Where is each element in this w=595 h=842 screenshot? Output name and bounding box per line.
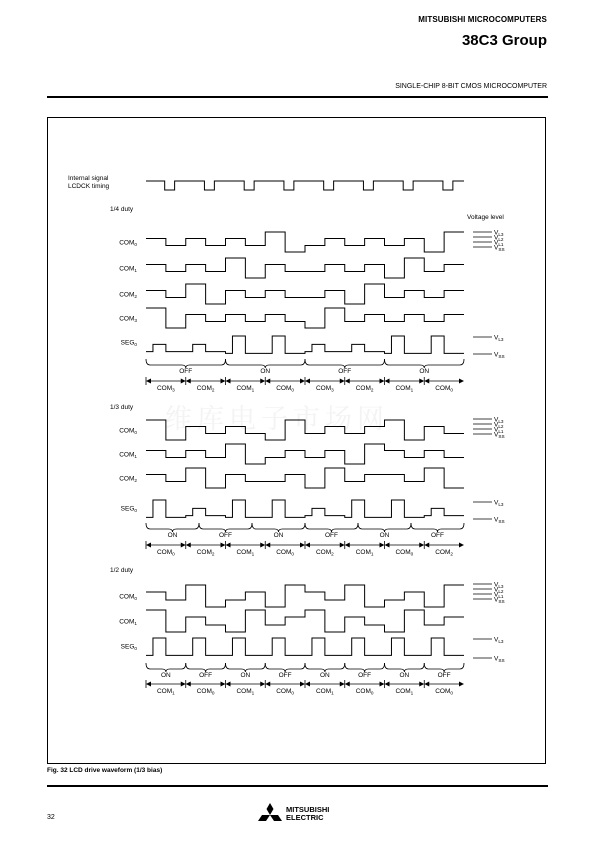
duty-1-4-com-waveform-2 bbox=[146, 284, 464, 304]
duty-1-3-com-levels-label-2: $V_{L1}$ bbox=[494, 426, 504, 434]
duty-1-2-com-label-6: $COM_1$ bbox=[395, 688, 414, 696]
duty-1-2-title: 1/2 duty bbox=[110, 567, 134, 574]
duty-1-2-com-levels-label-2: $V_{L1}$ bbox=[494, 591, 504, 599]
duty-1-4-state-0: OFF bbox=[179, 368, 193, 375]
duty-1-3-com-waveform-1 bbox=[146, 444, 464, 464]
duty-1-3-com-waveform-2 bbox=[146, 468, 464, 488]
duty-1-3-arrow-left-3 bbox=[265, 543, 270, 548]
duty-1-3-arrow-right-0 bbox=[181, 543, 186, 548]
duty-1-2-seg-levels-label-lo: $V_{SS}$ bbox=[494, 655, 505, 663]
duty-1-3-com-label-3: $COM_0$ bbox=[276, 549, 295, 557]
duty-1-3-row-label-2: $COM_2$ bbox=[119, 475, 137, 483]
duty-1-4-arrow-left-5 bbox=[345, 379, 350, 384]
duty-1-4-arrow-left-4 bbox=[305, 379, 310, 384]
duty-1-2-arrow-left-0 bbox=[146, 682, 151, 687]
duty-1-2-arrow-left-1 bbox=[186, 682, 191, 687]
duty-1-2-state-3: OFF bbox=[278, 672, 292, 679]
duty-1-3-state-5: OFF bbox=[431, 532, 444, 539]
duty-1-2-com-label-7: $COM_0$ bbox=[435, 688, 454, 696]
duty-1-4-arrow-right-6 bbox=[419, 379, 424, 384]
duty-1-4-arrow-left-3 bbox=[265, 379, 270, 384]
duty-1-3-arrow-right-4 bbox=[340, 543, 345, 548]
duty-1-4-com-label-0: $COM_3$ bbox=[156, 385, 175, 393]
footer-rule bbox=[47, 785, 548, 787]
duty-1-2-brace-0 bbox=[146, 663, 186, 672]
duty-1-2-arrow-right-4 bbox=[340, 682, 345, 687]
duty-1-3-com-levels-label-1: $V_{L2}$ bbox=[494, 421, 504, 429]
duty-1-2-arrow-left-6 bbox=[385, 682, 390, 687]
duty-1-4-arrow-right-7 bbox=[459, 379, 464, 384]
duty-1-3-arrow-left-5 bbox=[345, 543, 350, 548]
duty-1-3-com-label-1: $COM_2$ bbox=[196, 549, 215, 557]
duty-1-3-state-2: ON bbox=[273, 532, 284, 539]
duty-1-2-state-0: ON bbox=[161, 672, 171, 679]
duty-1-3-com-waveform-0 bbox=[146, 420, 464, 440]
duty-1-3-com-label-5: $COM_1$ bbox=[355, 549, 374, 557]
duty-1-2-brace-7 bbox=[424, 663, 464, 672]
duty-1-2-brace-3 bbox=[265, 663, 305, 672]
duty-1-3-com-levels-label-3: $V_{SS}$ bbox=[494, 431, 505, 439]
duty-1-2-arrow-right-5 bbox=[380, 682, 385, 687]
duty-1-2-brace-4 bbox=[305, 663, 345, 672]
duty-1-3-brace-2 bbox=[252, 523, 305, 532]
duty-1-2-com-levels-label-1: $V_{L2}$ bbox=[494, 586, 504, 594]
duty-1-3-com-label-2: $COM_1$ bbox=[236, 549, 255, 557]
duty-1-2-com-levels-label-3: $V_{SS}$ bbox=[494, 596, 505, 604]
duty-1-3-arrow-right-7 bbox=[459, 543, 464, 548]
duty-1-4-arrow-right-3 bbox=[300, 379, 305, 384]
header-subtitle: SINGLE-CHIP 8-BIT CMOS MICROCOMPUTER bbox=[395, 83, 547, 90]
duty-1-3-brace-4 bbox=[358, 523, 411, 532]
duty-1-4-com-waveform-1 bbox=[146, 258, 464, 278]
duty-1-4-com-label-4: $COM_3$ bbox=[315, 385, 334, 393]
duty-1-3-row-label-0: $COM_0$ bbox=[119, 427, 137, 435]
duty-1-2-brace-2 bbox=[226, 663, 266, 672]
duty-1-4-com-levels-label-3: $V_{SS}$ bbox=[494, 244, 505, 252]
duty-1-3-state-0: ON bbox=[167, 532, 178, 539]
header-group-title: 38C3 Group bbox=[461, 32, 547, 49]
duty-1-3-com-label-7: $COM_2$ bbox=[435, 549, 454, 557]
page-number: 32 bbox=[47, 814, 55, 821]
internal-signal-label: Internal signal bbox=[68, 175, 109, 182]
duty-1-3-arrow-right-2 bbox=[260, 543, 265, 548]
duty-1-2-com-label-3: $COM_0$ bbox=[276, 688, 295, 696]
duty-1-3-arrow-left-6 bbox=[385, 543, 390, 548]
duty-1-2-arrow-left-4 bbox=[305, 682, 310, 687]
duty-1-3-seg-levels-label-lo: $V_{SS}$ bbox=[494, 516, 505, 524]
duty-1-2-arrow-left-2 bbox=[226, 682, 231, 687]
duty-1-4-row-label-3: $COM_3$ bbox=[119, 315, 137, 323]
duty-1-2-arrow-left-7 bbox=[424, 682, 429, 687]
duty-1-4-arrow-right-1 bbox=[221, 379, 226, 384]
duty-1-2-state-2: ON bbox=[240, 672, 251, 679]
duty-1-4-arrow-right-2 bbox=[260, 379, 265, 384]
duty-1-4-row-label-2: $COM_2$ bbox=[119, 291, 137, 299]
duty-1-2-state-1: OFF bbox=[199, 672, 213, 679]
duty-1-4-arrow-left-1 bbox=[186, 379, 191, 384]
duty-1-2-com-label-2: $COM_1$ bbox=[236, 688, 255, 696]
duty-1-4-com-label-7: $COM_0$ bbox=[435, 385, 454, 393]
duty-1-2-seg-levels-label-hi: $V_{L3}$ bbox=[494, 636, 504, 644]
mitsubishi-electric-logo bbox=[258, 803, 348, 834]
duty-1-3-com-label-4: $COM_2$ bbox=[315, 549, 334, 557]
duty-1-4-brace-3 bbox=[385, 359, 465, 368]
lcdck-clock-waveform bbox=[146, 181, 464, 190]
duty-1-2-state-7: OFF bbox=[437, 672, 451, 679]
duty-1-2-arrow-right-6 bbox=[419, 682, 424, 687]
duty-1-4-com-label-6: $COM_1$ bbox=[395, 385, 414, 393]
duty-1-3-seg-levels-label-hi: $V_{L3}$ bbox=[494, 499, 504, 507]
duty-1-2-brace-5 bbox=[345, 663, 385, 672]
duty-1-3-arrow-right-3 bbox=[300, 543, 305, 548]
duty-1-3-row-label-1: $COM_1$ bbox=[119, 451, 137, 459]
duty-1-2-arrow-right-0 bbox=[181, 682, 186, 687]
duty-1-4-com-levels-label-2: $V_{L1}$ bbox=[494, 239, 504, 247]
duty-1-4-arrow-right-4 bbox=[340, 379, 345, 384]
duty-1-4-com-label-1: $COM_2$ bbox=[196, 385, 215, 393]
duty-1-4-row-label-1: $COM_1$ bbox=[119, 265, 137, 273]
duty-1-4-com-levels-label-0: $V_{L3}$ bbox=[494, 229, 504, 237]
duty-1-2-state-6: ON bbox=[399, 672, 410, 679]
duty-1-3-seg-waveform bbox=[146, 500, 464, 517]
duty-1-4-arrow-left-2 bbox=[226, 379, 231, 384]
duty-1-2-row-label-1: $COM_1$ bbox=[119, 618, 137, 626]
duty-1-4-arrow-left-7 bbox=[424, 379, 429, 384]
duty-1-4-seg-levels-label-hi: $V_{L3}$ bbox=[494, 334, 504, 342]
duty-1-4-brace-2 bbox=[305, 359, 385, 368]
duty-1-4-state-3: ON bbox=[419, 368, 430, 375]
duty-1-3-arrow-right-5 bbox=[380, 543, 385, 548]
duty-1-2-arrow-left-5 bbox=[345, 682, 350, 687]
figure-caption: Fig. 32 LCD drive waveform (1/3 bias) bbox=[47, 767, 163, 774]
three-diamonds-icon bbox=[258, 803, 348, 829]
duty-1-3-seg-label: $SEG_0$ bbox=[120, 505, 137, 513]
duty-1-3-title: 1/3 duty bbox=[110, 404, 134, 411]
duty-1-3-brace-5 bbox=[411, 523, 464, 532]
duty-1-4-com-levels-label-1: $V_{L2}$ bbox=[494, 234, 504, 242]
watermark: 维库电子市场网 bbox=[165, 404, 389, 435]
duty-1-4-com-label-5: $COM_2$ bbox=[355, 385, 374, 393]
duty-1-4-row-label-0: $COM_0$ bbox=[119, 239, 137, 247]
duty-1-4-arrow-left-0 bbox=[146, 379, 151, 384]
duty-1-2-com-label-0: $COM_1$ bbox=[156, 688, 175, 696]
duty-1-3-state-3: OFF bbox=[325, 532, 338, 539]
duty-1-3-arrow-left-1 bbox=[186, 543, 191, 548]
duty-1-2-state-5: OFF bbox=[358, 672, 372, 679]
duty-1-2-com-waveform-1 bbox=[146, 610, 464, 632]
header-company: MITSUBISHI MICROCOMPUTERS bbox=[418, 15, 547, 24]
duty-1-4-brace-0 bbox=[146, 359, 226, 368]
duty-1-4-seg-levels-label-lo: $V_{SS}$ bbox=[494, 351, 505, 359]
duty-1-2-arrow-right-7 bbox=[459, 682, 464, 687]
duty-1-3-arrow-right-1 bbox=[221, 543, 226, 548]
duty-1-2-state-4: ON bbox=[320, 672, 330, 679]
logo-line1: MITSUBISHI bbox=[286, 805, 330, 814]
duty-1-3-state-1: OFF bbox=[219, 532, 232, 539]
duty-1-4-state-2: OFF bbox=[338, 368, 352, 375]
duty-1-2-arrow-right-1 bbox=[221, 682, 226, 687]
voltage-level-heading: Voltage level bbox=[467, 214, 504, 221]
duty-1-4-title: 1/4 duty bbox=[110, 206, 134, 213]
duty-1-3-com-label-0: $COM_0$ bbox=[156, 549, 175, 557]
duty-1-3-state-4: ON bbox=[379, 532, 390, 539]
duty-1-3-com-label-6: $COM_0$ bbox=[395, 549, 414, 557]
duty-1-2-brace-1 bbox=[186, 663, 226, 672]
duty-1-3-arrow-left-4 bbox=[305, 543, 310, 548]
duty-1-3-arrow-left-0 bbox=[146, 543, 151, 548]
duty-1-4-com-label-3: $COM_0$ bbox=[276, 385, 295, 393]
duty-1-2-com-label-5: $COM_0$ bbox=[355, 688, 374, 696]
duty-1-2-arrow-left-3 bbox=[265, 682, 270, 687]
duty-1-3-brace-1 bbox=[199, 523, 252, 532]
duty-1-2-com-label-4: $COM_1$ bbox=[315, 688, 334, 696]
logo-line2: ELECTRIC bbox=[286, 813, 324, 822]
duty-1-4-arrow-right-5 bbox=[380, 379, 385, 384]
duty-1-2-brace-6 bbox=[385, 663, 425, 672]
duty-1-4-com-waveform-0 bbox=[146, 232, 464, 252]
duty-1-2-seg-label: $SEG_0$ bbox=[120, 643, 137, 651]
duty-1-2-com-levels-label-0: $V_{L3}$ bbox=[494, 581, 504, 589]
duty-1-2-com-label-1: $COM_0$ bbox=[196, 688, 215, 696]
duty-1-3-arrow-left-2 bbox=[226, 543, 231, 548]
duty-1-2-arrow-right-3 bbox=[300, 682, 305, 687]
duty-1-2-row-label-0: $COM_0$ bbox=[119, 593, 137, 601]
duty-1-4-brace-1 bbox=[226, 359, 306, 368]
duty-1-4-seg-waveform bbox=[146, 336, 464, 353]
duty-1-4-arrow-right-0 bbox=[181, 379, 186, 384]
duty-1-4-seg-label: $SEG_0$ bbox=[120, 339, 137, 347]
duty-1-2-com-waveform-0 bbox=[146, 585, 464, 607]
lcdck-timing-label: LCDCK timing bbox=[68, 183, 110, 190]
duty-1-3-arrow-left-7 bbox=[424, 543, 429, 548]
duty-1-2-arrow-right-2 bbox=[260, 682, 265, 687]
duty-1-3-arrow-right-6 bbox=[419, 543, 424, 548]
duty-1-4-state-1: ON bbox=[260, 368, 271, 375]
duty-1-4-arrow-left-6 bbox=[385, 379, 390, 384]
duty-1-4-com-waveform-3 bbox=[146, 308, 464, 328]
duty-1-3-com-levels-label-0: $V_{L3}$ bbox=[494, 416, 504, 424]
duty-1-3-brace-3 bbox=[305, 523, 358, 532]
duty-1-4-com-label-2: $COM_1$ bbox=[236, 385, 255, 393]
duty-1-3-brace-0 bbox=[146, 523, 199, 532]
duty-1-2-seg-waveform bbox=[146, 638, 464, 655]
